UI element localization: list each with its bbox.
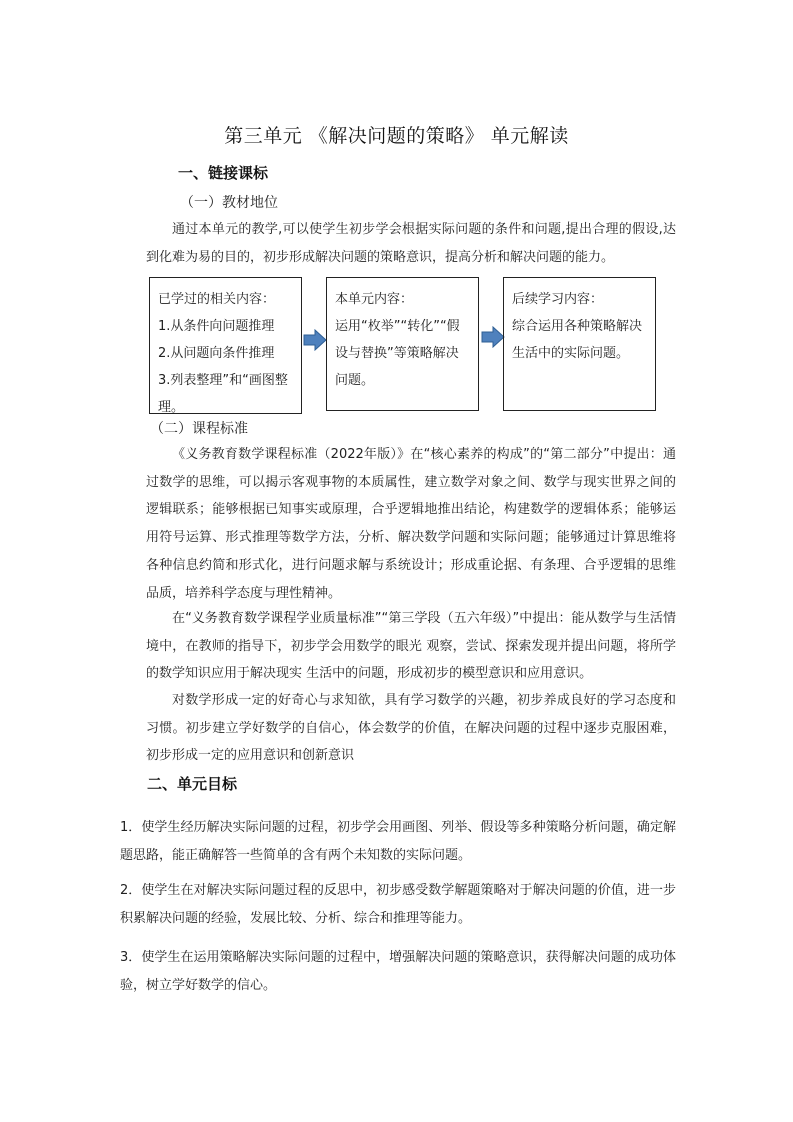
paragraph-curriculum-standard: 《义务教育数学课程标准（2022年版）》在“核心素养的构成”的“第二部分”中提出：通过数学的思维，可以揭示客观事物的本质属性，建立数学对象之间、数学与现实世界之间的逻辑联系；能够根据已知事实或原理，合乎逻辑地推出结论，构建数学的逻辑体系；能够运用符号运算、形式推理等数学方法，分析、解决数学问题和实际问题；能够通过计算思维将各种信息约简和形式化，进行问题求解与系统设计；形成重论据、有条理、合乎逻辑的思维品质，培养科学态度与理性精神。 xyxy=(146,447,676,601)
flow-box-line: 2.从问题向条件推理 xyxy=(158,346,275,361)
paragraph-intro: 通过本单元的教学,可以使学生初步学会根据实际问题的条件和问题,提出合理的假设,达到化难为易的目的，初步形成解决问题的策略意识，提高分析和解决问题的能力。 xyxy=(146,222,676,265)
flow-box-line: 1.从条件向问题推理 xyxy=(158,319,275,334)
section-heading-2: 二、单元目标 xyxy=(147,775,238,793)
page-title: 第三单元 《解决问题的策略》 单元解读 xyxy=(224,125,569,147)
flow-box-title: 已学过的相关内容： xyxy=(158,292,276,307)
flow-box-title: 本单元内容： xyxy=(335,292,414,307)
paragraph-interest: 对数学形成一定的好奇心与求知欲，具有学习数学的兴趣，初步养成良好的学习态度和习惯。初步建立学好数学的自信心，体会数学的价值，在解决问题的过程中逐步克服困难，初步形成一定的应用意识和创新意识 xyxy=(146,693,676,764)
flow-box-line: 运用“枚举”“转化”“假设与替换”等策略解决问题。 xyxy=(335,319,460,388)
section-heading-1: 一、链接课标 xyxy=(178,164,269,182)
goal-item-1: 1．使学生经历解决实际问题的过程，初步学会用画图、列举、假设等多种策略分析问题，确定解题思路，能正确解答一些简单的含有两个未知数的实际问题。 xyxy=(120,820,676,863)
flow-box-unit-content xyxy=(326,277,479,411)
flow-box-future-content xyxy=(503,277,656,411)
paragraph-quality-standard: 在“义务教育数学课程学业质量标准”“第三学段（五六年级）”中提出：能从数学与生活情境中，在教师的指导下，初步学会用数学的眼光 观察，尝试、探索发现并提出问题，将所学的数学知识应用于解决现实 生活中的问题，形成初步的模型意识和应用意识。 xyxy=(146,611,676,682)
flow-box-line: 3.列表整理”和“画图整理。 xyxy=(158,373,288,415)
subheading-curriculum-standard: （二）课程标准 xyxy=(150,421,248,437)
flow-box-title: 后续学习内容： xyxy=(512,292,604,307)
right-arrow-icon xyxy=(303,329,327,351)
flow-box-line: 综合运用各种策略解决生活中的实际问题。 xyxy=(512,319,643,361)
right-arrow-icon xyxy=(481,326,505,348)
goal-item-3: 3．使学生在运用策略解决实际问题的过程中，增强解决问题的策略意识，获得解决问题的成功体验，树立学好数学的信心。 xyxy=(120,950,676,993)
flow-box-prior-content xyxy=(149,277,302,414)
goal-item-2: 2．使学生在对解决实际问题过程的反思中，初步感受数学解题策略对于解决问题的价值，进一步积累解决问题的经验，发展比较、分析、综合和推理等能力。 xyxy=(120,883,676,926)
subheading-textbook-position: （一）教材地位 xyxy=(180,195,278,211)
